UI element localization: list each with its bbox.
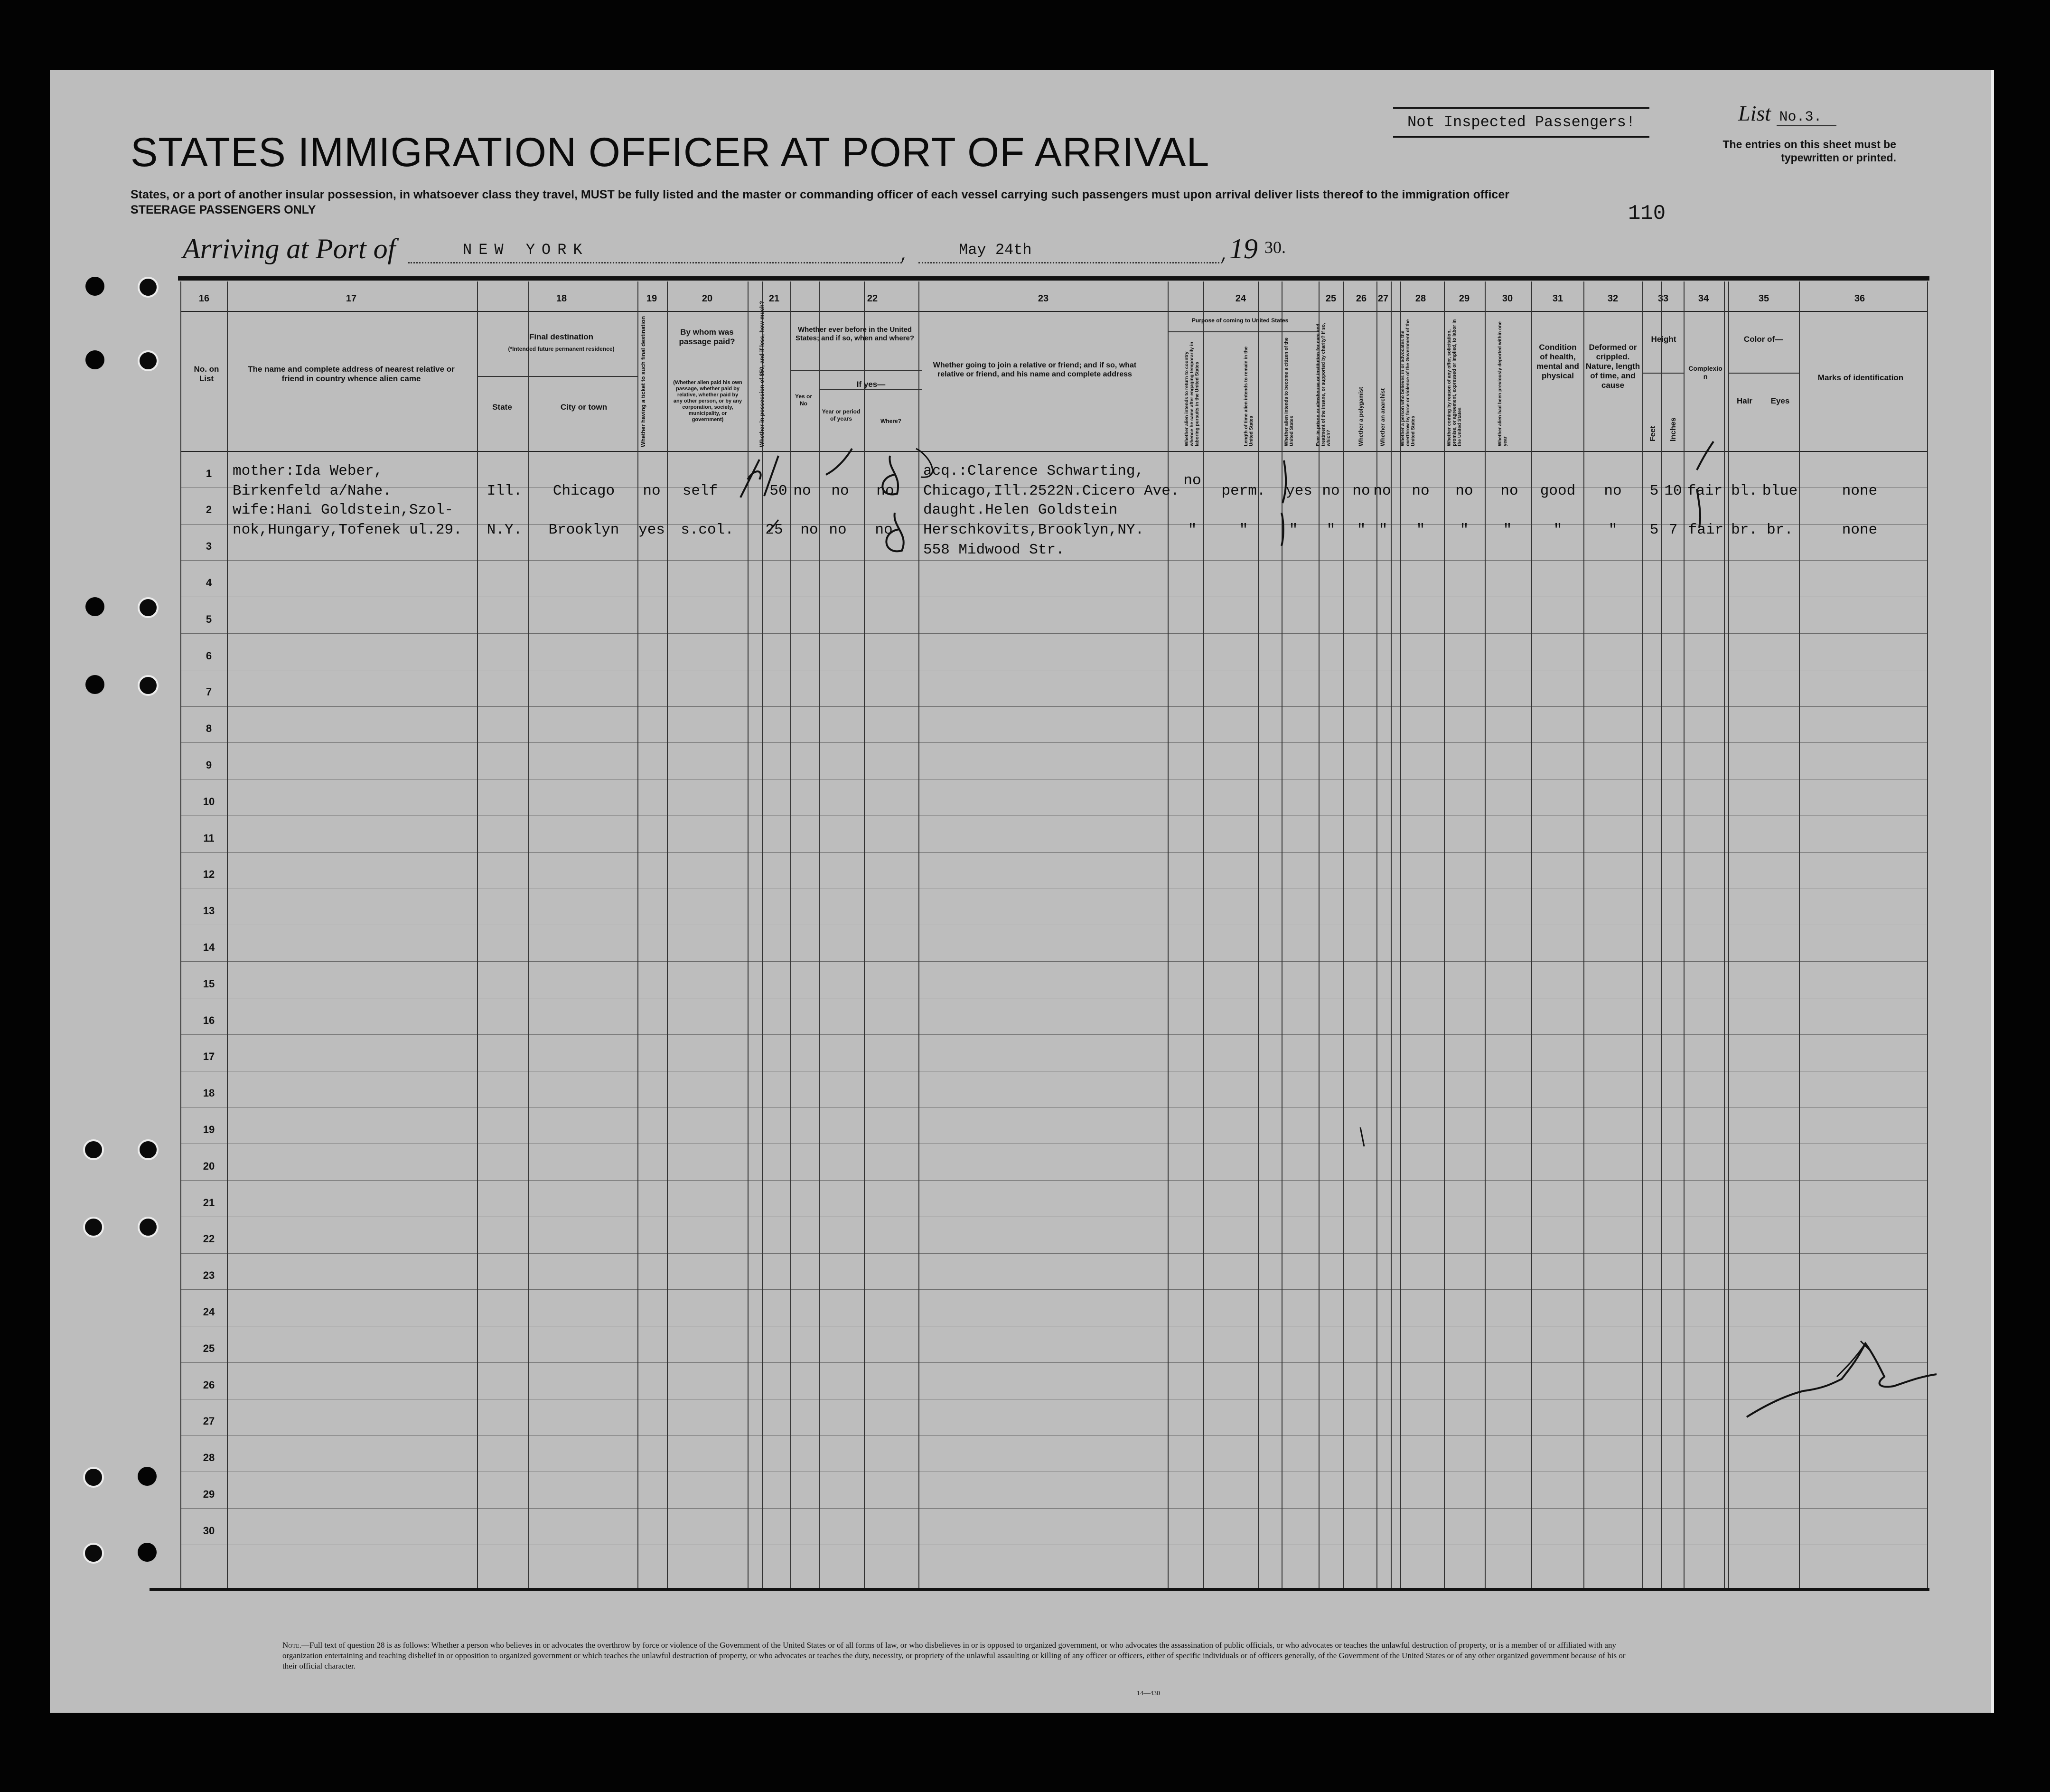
row-number: 16 — [203, 1014, 215, 1026]
row-number: 9 — [206, 759, 212, 771]
col-num: 17 — [346, 293, 357, 304]
column-rule — [1485, 281, 1486, 1588]
entry1-relative-line2: Birkenfeld a/Nahe. — [233, 483, 392, 499]
col-num: 18 — [556, 293, 567, 304]
column-rule — [1400, 281, 1401, 1588]
col33-header: Height — [1651, 335, 1676, 344]
entry2-labor-offer: " — [1460, 522, 1469, 538]
row-rule — [180, 1435, 1927, 1436]
header-bottom-rule — [180, 451, 1927, 452]
col-num: 24 — [1235, 293, 1246, 304]
table-bottom-rule — [150, 1588, 1929, 1591]
row-number: 21 — [203, 1197, 215, 1209]
column-rule — [227, 281, 228, 1588]
col-num: 23 — [1038, 293, 1049, 304]
binder-ring — [138, 277, 159, 298]
footnote — [282, 1640, 1635, 1671]
row-number: 17 — [203, 1051, 215, 1062]
date-line — [918, 262, 1222, 263]
row-rule — [180, 1034, 1927, 1035]
column-rule — [762, 281, 763, 1588]
row-number: 1 — [206, 468, 212, 479]
entry2-join-line3: 558 Midwood Str. — [923, 542, 1065, 558]
list-number-field — [1738, 101, 1836, 126]
entry1-join-line2: Chicago,Ill.2522N.Cicero Ave. — [923, 483, 1179, 499]
binder-ring — [138, 675, 159, 696]
entry1-city: Chicago — [552, 483, 615, 499]
col35-header: Color of— — [1743, 335, 1783, 344]
table-top-rule — [178, 276, 1929, 281]
col35-eyes: Eyes — [1770, 396, 1790, 405]
entry1-return-intent: no — [1183, 472, 1201, 489]
column-rule — [1168, 281, 1169, 1588]
col35-hair: Hair — [1736, 396, 1753, 405]
col31-header: Condition of health, mental and physical — [1536, 343, 1579, 380]
col22-years: Year or period of years — [822, 408, 861, 422]
col33-inches: Inches — [1669, 417, 1677, 441]
column-rule — [1684, 281, 1685, 1588]
column-rule — [667, 281, 668, 1588]
col-num: 29 — [1459, 293, 1470, 304]
row-rule — [180, 1508, 1927, 1509]
entry1-paid-by: self — [682, 483, 718, 499]
column-rule — [1531, 281, 1532, 1588]
col30-header: Whether alien had been previously deported within one year — [1498, 321, 1508, 446]
row-number: 22 — [203, 1233, 215, 1245]
col16-header: No. on List — [194, 365, 219, 383]
entry1-feet: 5 — [1649, 483, 1659, 499]
entry1-marks: none — [1842, 483, 1878, 499]
year-suffix: 30. — [1264, 238, 1286, 257]
column-rule — [1724, 281, 1725, 1588]
binder-hole — [85, 350, 104, 369]
column-rule — [1343, 281, 1344, 1588]
entry1-length-stay: perm. — [1221, 483, 1266, 499]
col24-header: Purpose of coming to United States — [1191, 317, 1289, 324]
column-rule — [180, 281, 181, 1588]
footnote-label: Note. — [282, 1641, 301, 1650]
typewritten-notice: The entries on this sheet must be typewritten or printed. — [1722, 138, 1896, 164]
footnote-text: —Full text of question 28 is as follows: Whether a person who believes in or advocates the overthrow by force or violence of the Government of the United States or of all forms of law, or who disbelieves in or is opposed to organized government, or who advocates the assassination of public officials, or who advocates or teaches the unlawful destruction of property, or is a member of or affiliated with any organization entertaining and teaching disbelief in or opposition to organized government or which teaches the unlawful destruction of property, or who advocates or teaches the duty, necessity, or propriety of the unlawful assaulting or killing of any officer or officers, either of specific individuals or of officers generally, of the Government of the United States or of any other organized government because of his or their official character. — [282, 1641, 1626, 1670]
page-title: STATES IMMIGRATION OFFICER AT PORT OF ARRIVAL — [131, 130, 1210, 175]
entry1-relative-line1: mother:Ida Weber, — [233, 463, 383, 479]
col-num: 35 — [1758, 293, 1769, 304]
column-rule — [1799, 281, 1800, 1588]
col-num: 22 — [867, 293, 878, 304]
row-number: 4 — [206, 577, 212, 589]
col26-header: Whether a polygamist — [1357, 387, 1364, 446]
row-number: 8 — [206, 722, 212, 734]
entry2-paid-by: s.col. — [681, 522, 734, 538]
binder-hole — [138, 1543, 157, 1562]
entry1-deported: no — [1500, 483, 1518, 499]
colnum-rule — [180, 311, 1927, 312]
entry1-ticket: no — [643, 483, 661, 499]
column-rule — [1927, 281, 1928, 1588]
col18-header: Final destination — [529, 332, 594, 341]
col22-header: Whether ever before in the United States; and if so, when and where? — [795, 326, 915, 342]
binder-hole — [138, 1467, 157, 1486]
entry2-anarchist: " — [1378, 522, 1388, 538]
binder-ring — [83, 1467, 104, 1488]
column-rule — [790, 281, 791, 1588]
entry2-marks: none — [1842, 522, 1878, 538]
col-num: 26 — [1356, 293, 1367, 304]
row-number: 27 — [203, 1415, 215, 1427]
col17-header: The name and complete address of nearest relative or friend in country whence alien came — [248, 365, 455, 383]
col23-header: Whether going to join a relative or friend; and if so, what relative or friend, and his name and complete address — [933, 361, 1137, 378]
row-rule — [180, 1289, 1927, 1290]
col20-header: By whom was passage paid? — [679, 328, 735, 346]
entry2-ticket: yes — [638, 522, 665, 538]
port-line — [408, 262, 902, 263]
col28-header: Whether a person who believes in or advocates the overthrow by force or violence of the Government of the United States — [1400, 319, 1416, 446]
entry2-before-where: no — [875, 522, 893, 538]
col24-b: Length of time alien intends to remain in the United States — [1244, 346, 1254, 446]
entry1-hair: bl. — [1731, 483, 1758, 499]
entry2-join-line1: daught.Helen Goldstein — [923, 502, 1118, 518]
column-rule — [637, 281, 638, 1588]
col36-header: Marks of identification — [1817, 373, 1904, 382]
row-number: 30 — [203, 1525, 215, 1537]
row-number: 5 — [206, 613, 212, 625]
binder-ring — [138, 1139, 159, 1160]
column-rule — [864, 281, 865, 1588]
col-num: 28 — [1415, 293, 1426, 304]
column-rule — [1258, 281, 1259, 1588]
row-rule — [180, 1362, 1927, 1363]
col29-header: Whether coming by reason of any offer, solicitation, promise, or agreement, expressed or implied, to labor in the United States — [1447, 319, 1462, 446]
entry2-deformed: " — [1608, 522, 1618, 538]
col-num: 31 — [1552, 293, 1563, 304]
column-rule — [1391, 281, 1392, 1588]
column-rule — [528, 281, 529, 1588]
row-rule — [180, 1180, 1927, 1181]
row-number: 23 — [203, 1269, 215, 1281]
entry2-inches: 7 — [1668, 522, 1678, 538]
entry1-complexion: fair — [1687, 483, 1723, 499]
col34-header: Complexion — [1688, 365, 1722, 380]
arriving-label: Arriving at Port of — [183, 233, 396, 264]
row-number: 12 — [203, 868, 215, 880]
col22-ifyes: If yes— — [856, 380, 886, 389]
entry2-length-stay: " — [1239, 522, 1248, 538]
row-number: 20 — [203, 1160, 215, 1172]
column-rule — [748, 281, 749, 1588]
col25-header: Ever in prison or almshouse or institution for care and treatment of the insane, or supported by charity? If so, which? — [1316, 323, 1331, 446]
row-rule — [180, 1253, 1927, 1254]
inspection-status: Not Inspected Passengers! — [1407, 113, 1636, 131]
col22-yesno: Yes or No — [795, 393, 813, 407]
entry2-before-yes-no: no — [800, 522, 818, 538]
col22-where: Where? — [880, 418, 901, 424]
comma: , — [1220, 247, 1229, 264]
entry2-money: 25 — [765, 522, 783, 538]
col-num: 20 — [702, 293, 713, 304]
entry2-before-years: no — [829, 522, 847, 538]
col32-header: Deformed or crippled. Nature, length of time, and cause — [1585, 343, 1640, 390]
col-num: 27 — [1377, 293, 1389, 304]
binder-ring — [138, 350, 159, 371]
subheader-rule — [1642, 373, 1684, 374]
port-value: NEW YORK — [463, 241, 589, 259]
col19-header: Whether having a ticket to such final destination — [640, 316, 646, 447]
binder-hole — [85, 277, 104, 296]
column-rule — [477, 281, 478, 1588]
row-rule — [180, 706, 1927, 707]
subheader-rule — [790, 370, 922, 371]
binder-ring — [138, 1217, 159, 1238]
row-number: 19 — [203, 1124, 215, 1135]
col-num: 34 — [1698, 293, 1709, 304]
entry2-relative-line1: wife:Hani Goldstein,Szol- — [233, 502, 454, 518]
row-number: 28 — [203, 1452, 215, 1464]
binder-ring — [138, 597, 159, 618]
entry1-money: 50 — [769, 483, 787, 499]
col-num: 30 — [1502, 293, 1513, 304]
row-number: 14 — [203, 941, 215, 953]
col24-a: Whether alien intends to return to country whence he came after engaging temporarily in laboring pursuits in the United States — [1184, 341, 1200, 446]
row-number: 6 — [206, 650, 212, 662]
comma: , — [899, 247, 909, 264]
col18-note: (*Intended future permanent residence) — [508, 346, 615, 352]
row-number: 11 — [203, 832, 215, 844]
arrival-date: May 24th — [959, 241, 1032, 259]
col-num: 25 — [1325, 293, 1337, 304]
col-num: 33 — [1657, 293, 1669, 304]
column-rule — [1376, 281, 1377, 1588]
binder-hole — [85, 597, 104, 616]
passenger-class: STEERAGE PASSENGERS ONLY — [131, 203, 316, 216]
column-rule — [1319, 281, 1320, 1588]
entry2-city: Brooklyn — [548, 522, 619, 538]
entry1-prison: no — [1322, 483, 1340, 499]
entry2-state: N.Y. — [487, 522, 523, 538]
binder-ring — [83, 1217, 104, 1238]
row-rule — [180, 560, 1927, 561]
entry1-join-line1: acq.:Clarence Schwarting, — [923, 463, 1144, 479]
row-number: 29 — [203, 1488, 215, 1500]
col20-note: (Whether alien paid his own passage, whether paid by relative, whether paid by any other person, or by any corporation, society, municipality, or government) — [673, 380, 742, 422]
col-num: 19 — [646, 293, 657, 304]
col33-feet: Feet — [1649, 426, 1657, 441]
sheet-number: 110 — [1628, 202, 1666, 225]
entry1-before-years: no — [831, 483, 849, 499]
column-rule — [819, 281, 820, 1588]
row-rule — [180, 633, 1927, 634]
col-num: 16 — [198, 293, 210, 304]
column-rule — [918, 281, 919, 1588]
row-number: 13 — [203, 905, 215, 917]
subheader-rule — [477, 376, 637, 377]
column-rule — [1444, 281, 1445, 1588]
entry1-inches: 10 — [1664, 483, 1682, 499]
entry2-complexion: fair — [1688, 522, 1724, 538]
row-number: 2 — [206, 504, 212, 516]
entry1-state: Ill. — [487, 483, 523, 499]
row-number: 7 — [206, 686, 212, 698]
entry1-polygamist: no — [1352, 483, 1370, 499]
col-num: 32 — [1607, 293, 1619, 304]
list-label: List — [1738, 101, 1771, 125]
row-number: 26 — [203, 1379, 215, 1391]
entry2-hair: br. — [1731, 522, 1758, 538]
entry1-before-where: no — [876, 483, 894, 499]
entry2-return-intent: " — [1188, 522, 1197, 538]
col18-state: State — [492, 403, 512, 412]
manifest-sheet — [50, 70, 1994, 1713]
column-rule — [1728, 281, 1729, 1588]
row-rule — [180, 961, 1927, 962]
form-number: 14—430 — [1137, 1690, 1160, 1697]
row-number: 3 — [206, 540, 212, 552]
entry1-before-yes-no: no — [793, 483, 811, 499]
row-rule — [180, 852, 1927, 853]
column-rule — [1203, 281, 1204, 1588]
year-prefix: 19 — [1229, 233, 1258, 264]
binder-ring — [83, 1543, 104, 1564]
entry2-prison: " — [1326, 522, 1336, 538]
row-rule — [180, 742, 1927, 743]
row-number: 15 — [203, 978, 215, 990]
binder-ring — [83, 1139, 104, 1160]
binder-hole — [85, 675, 104, 694]
row-number: 25 — [203, 1342, 215, 1354]
subheader-rule — [1168, 331, 1319, 332]
col18-city: City or town — [560, 403, 608, 412]
entry2-overthrow: " — [1416, 522, 1425, 538]
list-number: No.3. — [1777, 109, 1836, 126]
entry2-deported: " — [1503, 522, 1512, 538]
inspection-status-box — [1393, 107, 1649, 138]
entry2-eyes: br. — [1767, 522, 1793, 538]
column-rule — [1642, 281, 1643, 1588]
entry1-anarchist: no — [1373, 483, 1391, 499]
entry2-polygamist: " — [1357, 522, 1366, 538]
subheader-rule — [819, 389, 922, 390]
entry1-labor-offer: no — [1455, 483, 1473, 499]
column-rule — [1661, 281, 1662, 1588]
entry1-overthrow: no — [1412, 483, 1430, 499]
col21-header: Whether in possession of $50, and if less, how much? — [758, 300, 765, 447]
entry1-deformed: no — [1604, 483, 1622, 499]
col-num: 21 — [768, 293, 780, 304]
col-num: 36 — [1854, 293, 1865, 304]
entry2-citizen: " — [1289, 522, 1298, 538]
entry2-relative-line2: nok,Hungary,Tofenek ul.29. — [233, 522, 462, 538]
row-number: 18 — [203, 1087, 215, 1099]
column-rule — [1583, 281, 1584, 1588]
entry1-citizen: yes — [1286, 483, 1312, 499]
header-subtitle: States, or a port of another insular possession, in whatsoever class they travel, MUST be fully listed and the master or commanding officer of each vessel carrying such passengers must upon arrival deliver lists thereof to the immigration officer — [131, 188, 1509, 201]
row-number: 10 — [203, 796, 215, 807]
entry1-eyes: blue — [1762, 483, 1798, 499]
col24-c: Whether alien intends to become a citizen of the United States — [1284, 338, 1294, 446]
row-number: 24 — [203, 1306, 215, 1318]
entry2-health: " — [1553, 522, 1563, 538]
subheader-rule — [1728, 373, 1799, 374]
entry2-feet: 5 — [1649, 522, 1659, 538]
entry1-health: good — [1540, 483, 1576, 499]
col27-header: Whether an anarchist — [1379, 388, 1386, 446]
entry2-join-line2: Herschkovits,Brooklyn,NY. — [923, 522, 1144, 538]
